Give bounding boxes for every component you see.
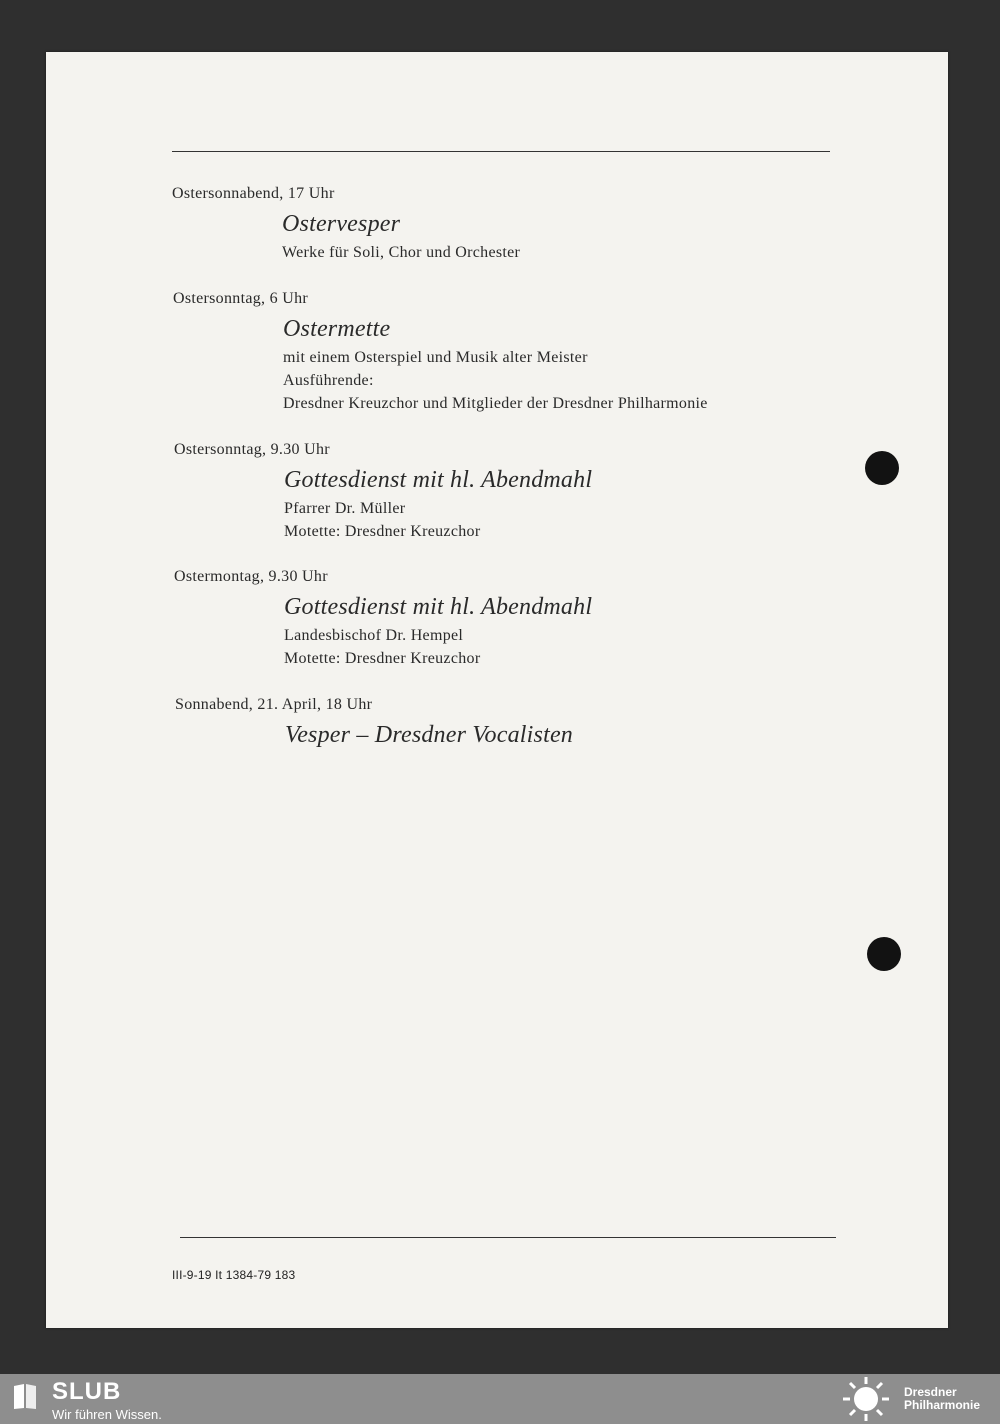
footer-bar [0,1374,1000,1424]
document-page [46,52,948,1328]
entry-detail: Motette: Dresdner Kreuzchor [284,650,481,667]
entry-title: Ostervesper [282,211,401,237]
entry-date-time: Ostersonntag, 6 Uhr [173,290,309,307]
philharmonie-line-2: Philharmonie [904,1398,981,1412]
entry-detail: Motette: Dresdner Kreuzchor [284,523,481,540]
entry-detail: mit einem Osterspiel und Musik alter Meister [283,349,588,366]
slub-tagline: Wir führen Wissen. [52,1407,162,1422]
slub-logo-text[interactable]: SLUB [52,1378,122,1405]
philharmonie-sun-icon[interactable] [840,1376,892,1422]
print-code: III-9-19 It 1384-79 183 [172,1268,296,1282]
philharmonie-logo-text[interactable] [904,1386,980,1412]
program-entry [174,568,593,667]
punch-hole [867,937,901,971]
entry-detail: Landesbischof Dr. Hempel [284,627,464,644]
entry-detail: Pfarrer Dr. Müller [284,500,406,517]
program-entry [174,441,593,540]
slub-book-icon[interactable] [12,1382,38,1410]
entry-detail: Werke für Soli, Chor und Orchester [282,244,521,261]
top-rule [172,151,830,152]
entry-title: Gottesdienst mit hl. Abendmahl [284,594,593,620]
entry-date-time: Ostersonnabend, 17 Uhr [172,185,335,202]
entry-detail: Dresdner Kreuzchor und Mitglieder der Dresdner Philharmonie [283,395,708,412]
entry-date-time: Sonnabend, 21. April, 18 Uhr [175,696,373,713]
entry-title: Gottesdienst mit hl. Abendmahl [284,467,593,493]
program-entry [172,185,521,261]
entry-title: Ostermette [283,316,391,342]
entry-date-time: Ostermontag, 9.30 Uhr [174,568,328,585]
program-entry [175,696,573,748]
philharmonie-line-1: Dresdner [904,1385,957,1399]
program-entry [173,290,708,412]
entry-title: Vesper – Dresdner Vocalisten [285,722,573,748]
entry-detail: Ausführende: [283,372,374,389]
bottom-rule [180,1237,836,1238]
entry-date-time: Ostersonntag, 9.30 Uhr [174,441,330,458]
punch-hole [865,451,899,485]
